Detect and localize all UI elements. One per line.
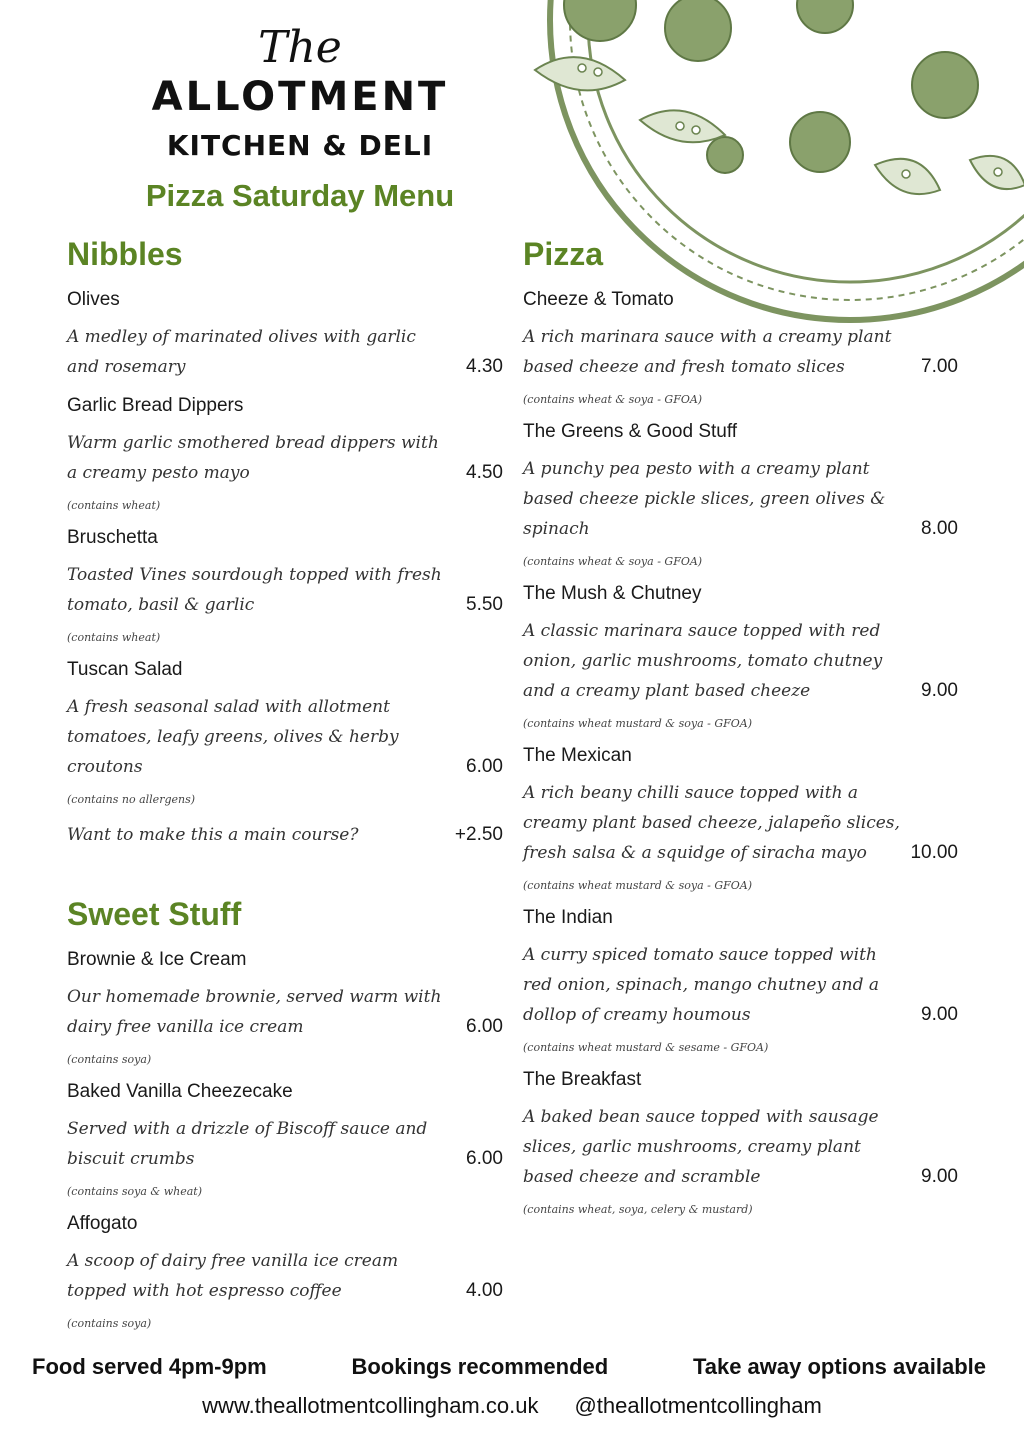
menu-item xyxy=(523,582,968,732)
menu-item xyxy=(67,1080,503,1200)
item-allergens: (contains wheat mustard & soya - GFOA) xyxy=(523,717,753,730)
food-served-hours: Food served 4pm-9pm xyxy=(32,1354,267,1379)
item-description: A classic marinara sauce topped with red onion, garlic mushrooms, tomato chutney and a creamy plant based cheeze xyxy=(523,621,883,701)
item-description-row xyxy=(67,560,503,620)
menu-item xyxy=(523,288,968,408)
item-description: Served with a drizzle of Biscoff sauce and biscuit crumbs xyxy=(67,1119,428,1169)
item-name: Cheeze & Tomato xyxy=(523,289,674,310)
item-description: Warm garlic smothered bread dippers with a creamy pesto mayo xyxy=(67,433,439,483)
item-description: A punchy pea pesto with a creamy plant based cheeze pickle slices, green olives & spinach xyxy=(523,459,886,539)
section-title-pizza: Pizza xyxy=(523,236,604,272)
item-name: The Greens & Good Stuff xyxy=(523,421,738,442)
footer-info-row xyxy=(0,1350,1024,1384)
menu-item xyxy=(67,526,503,646)
logo-subtitle: KITCHEN & DELI xyxy=(166,129,434,162)
menu-item xyxy=(67,394,503,514)
main-course-upgrade xyxy=(67,820,503,850)
item-allergens: (contains no allergens) xyxy=(67,793,196,806)
item-allergens: (contains wheat & soya - GFOA) xyxy=(523,555,703,568)
item-description-row xyxy=(523,778,968,868)
logo xyxy=(130,22,470,166)
item-description-row xyxy=(523,940,968,1030)
item-description-row xyxy=(67,428,503,488)
item-name: The Indian xyxy=(523,907,613,928)
item-allergens: (contains wheat mustard & soya - GFOA) xyxy=(523,879,753,892)
left-column xyxy=(67,232,503,1344)
item-description-row xyxy=(67,982,503,1042)
item-name: Baked Vanilla Cheezecake xyxy=(67,1081,293,1102)
item-name: Affogato xyxy=(67,1213,138,1234)
item-name: The Mexican xyxy=(523,745,632,766)
item-price: 9.00 xyxy=(921,680,958,701)
item-description-row xyxy=(523,1102,968,1192)
right-column xyxy=(523,232,968,1230)
upgrade-text: Want to make this a main course? xyxy=(67,825,359,845)
item-description-row xyxy=(523,616,968,706)
upgrade-price: +2.50 xyxy=(454,824,503,845)
item-name: Brownie & Ice Cream xyxy=(67,949,247,970)
item-description-row xyxy=(67,692,503,782)
item-price: 4.30 xyxy=(466,356,503,377)
item-name: Garlic Bread Dippers xyxy=(67,395,244,416)
bookings-note: Bookings recommended xyxy=(351,1354,609,1379)
item-allergens: (contains wheat mustard & sesame - GFOA) xyxy=(523,1041,769,1054)
logo-name: ALLOTMENT xyxy=(151,74,449,120)
item-price: 4.00 xyxy=(466,1280,503,1301)
item-name: The Mush & Chutney xyxy=(523,583,702,604)
item-price: 8.00 xyxy=(921,518,958,539)
takeaway-note: Take away options available xyxy=(692,1354,986,1379)
menu-title: Pizza Saturday Menu xyxy=(145,178,455,213)
item-description: A curry spiced tomato sauce topped with red onion, spinach, mango chutney and a dollop of creamy houmous xyxy=(523,945,879,1025)
item-description: A baked bean sauce topped with sausage slices, garlic mushrooms, creamy plant based cheeze and scramble xyxy=(523,1107,879,1187)
item-allergens: (contains soya) xyxy=(67,1317,152,1330)
item-name: Tuscan Salad xyxy=(67,659,183,680)
item-description-row xyxy=(67,1246,503,1306)
item-description-row xyxy=(523,322,968,382)
section-title-sweet-stuff: Sweet Stuff xyxy=(67,896,242,932)
item-description-row xyxy=(67,322,503,382)
item-allergens: (contains wheat) xyxy=(67,499,161,512)
menu-item xyxy=(67,1212,503,1332)
item-description: Our homemade brownie, served warm with dairy free vanilla ice cream xyxy=(67,987,442,1037)
item-description: A fresh seasonal salad with allotment tomatoes, leafy greens, olives & herby croutons xyxy=(67,697,399,777)
item-name: The Breakfast xyxy=(523,1069,642,1090)
footer xyxy=(0,1350,1024,1426)
item-allergens: (contains wheat & soya - GFOA) xyxy=(523,393,703,406)
social-handle[interactable]: @theallotmentcollingham xyxy=(574,1393,822,1418)
item-price: 6.00 xyxy=(466,756,503,777)
item-allergens: (contains wheat) xyxy=(67,631,161,644)
item-allergens: (contains soya & wheat) xyxy=(67,1185,202,1198)
item-price: 9.00 xyxy=(921,1004,958,1025)
item-price: 5.50 xyxy=(466,594,503,615)
item-description: A medley of marinated olives with garlic and rosemary xyxy=(67,327,416,377)
item-allergens: (contains soya) xyxy=(67,1053,152,1066)
item-description: Toasted Vines sourdough topped with fresh tomato, basil & garlic xyxy=(67,565,442,615)
footer-contact-row xyxy=(0,1386,1024,1426)
menu-item xyxy=(67,948,503,1068)
item-price: 4.50 xyxy=(466,462,503,483)
item-allergens: (contains wheat, soya, celery & mustard) xyxy=(523,1203,753,1216)
website-link[interactable]: www.theallotmentcollingham.co.uk xyxy=(202,1393,539,1418)
menu-item xyxy=(523,420,968,570)
item-price: 6.00 xyxy=(466,1148,503,1169)
item-description-row xyxy=(67,1114,503,1174)
item-description: A rich marinara sauce with a creamy plant based cheeze and fresh tomato slices xyxy=(523,327,892,377)
menu-item xyxy=(523,1068,968,1218)
item-price: 7.00 xyxy=(921,356,958,377)
menu-item xyxy=(523,744,968,894)
item-description-row xyxy=(523,454,968,544)
logo-the: The xyxy=(258,22,342,73)
menu-item xyxy=(67,288,503,382)
item-name: Olives xyxy=(67,289,120,310)
item-price: 10.00 xyxy=(910,842,958,863)
section-title-nibbles: Nibbles xyxy=(67,236,183,272)
item-description: A rich beany chilli sauce topped with a creamy plant based cheeze, jalapeño slices, fresh salsa & a squidge of siracha mayo xyxy=(523,783,900,863)
item-description: A scoop of dairy free vanilla ice cream topped with hot espresso coffee xyxy=(67,1251,399,1301)
menu-item xyxy=(523,906,968,1056)
menu-item xyxy=(67,658,503,808)
item-name: Bruschetta xyxy=(67,527,158,548)
item-price: 9.00 xyxy=(921,1166,958,1187)
item-price: 6.00 xyxy=(466,1016,503,1037)
